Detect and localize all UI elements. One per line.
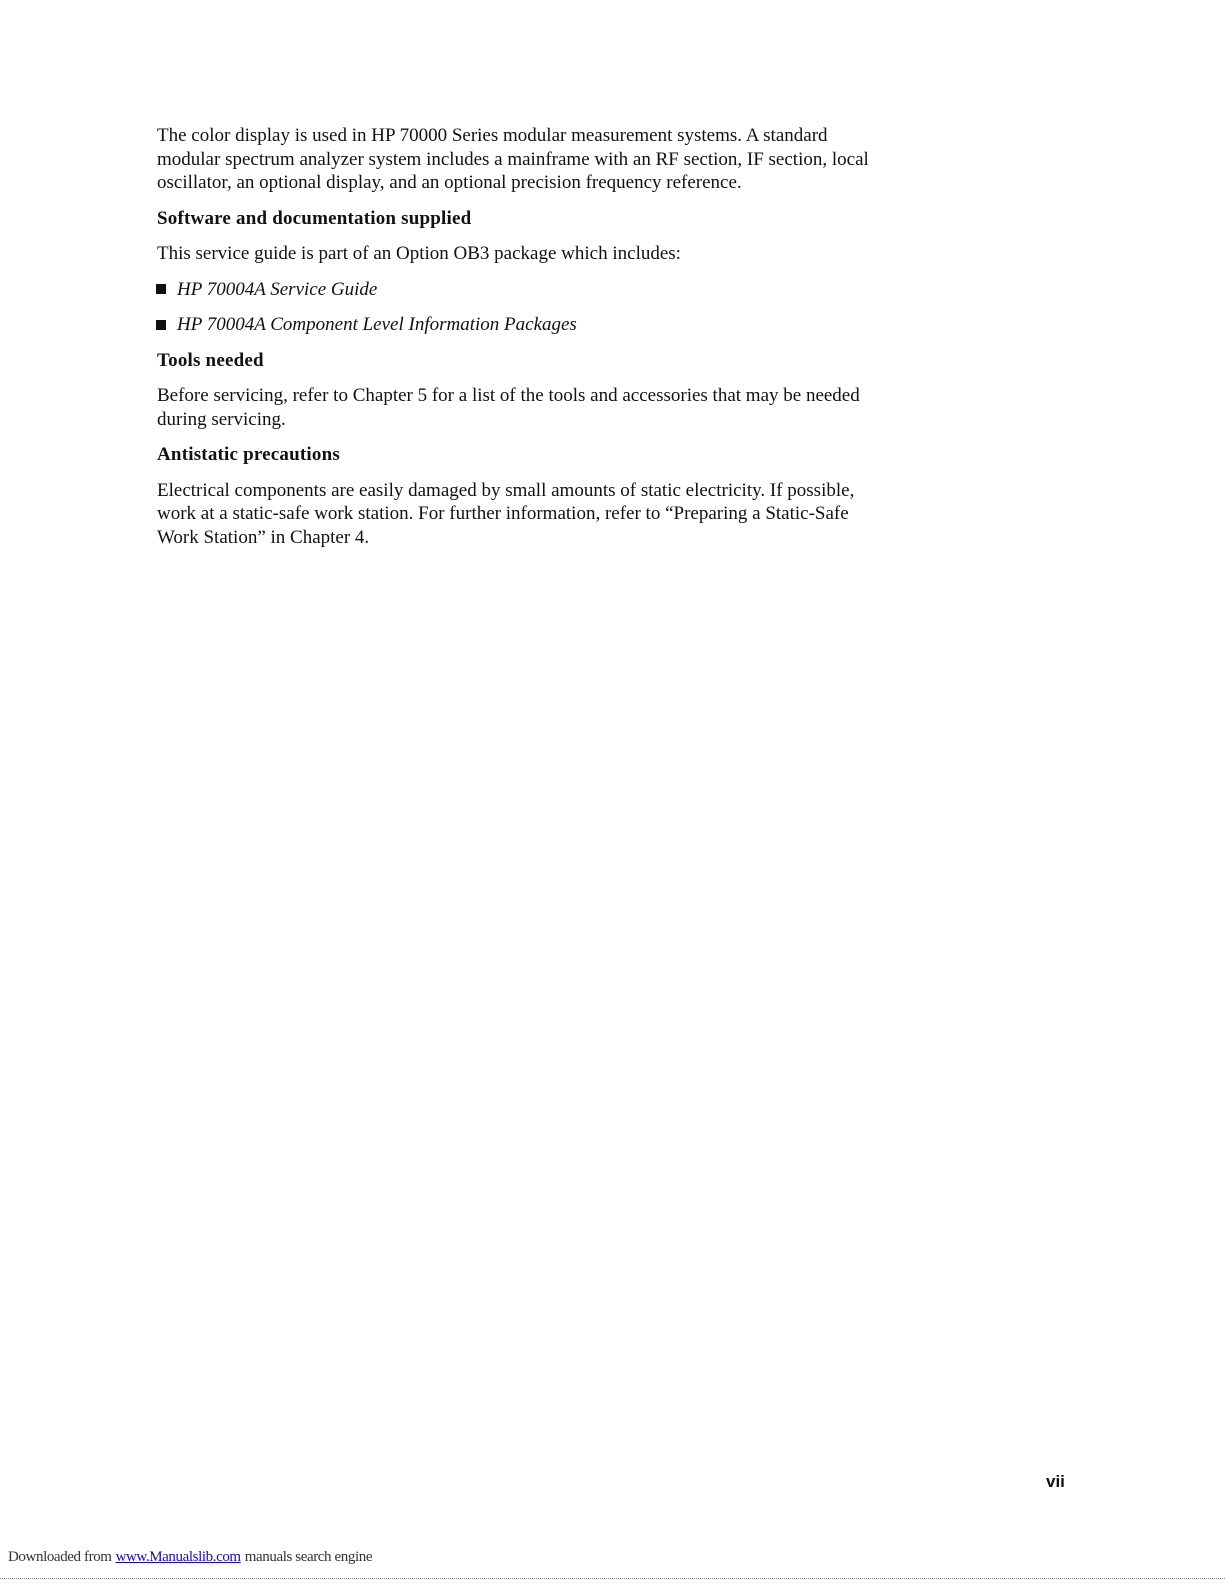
documentation-list [157,278,1047,337]
list-item [157,278,1047,302]
software-heading: Software and documentation supplied [157,207,472,229]
intro-line: The color display is used in HP 70000 Series modular measurement systems. A standard [157,125,828,146]
footer-suffix: manuals search engine [244,1549,373,1565]
intro-line: modular spectrum analyzer system includes a mainframe with an RF section, IF section, local [157,148,869,170]
list-item [157,313,1047,337]
antistatic-line: work at a static-safe work station. For further information, refer to “Preparing a Static-Safe [157,503,849,524]
antistatic-heading: Antistatic precautions [157,444,340,465]
antistatic-paragraph [157,479,1047,550]
download-footer [8,1549,372,1566]
intro-paragraph [157,124,1047,195]
list-item-text: HP 70004A Component Level Information Packages [177,314,577,335]
antistatic-line: Work Station” in Chapter 4. [157,526,370,548]
list-item-text: HP 70004A Service Guide [177,278,378,300]
tools-paragraph [157,384,1047,431]
tools-line: Before servicing, refer to Chapter 5 for a list of the tools and accessories that may be needed [157,385,860,406]
footer-divider [0,1578,1225,1579]
manualslib-link[interactable]: www.Manualslib.com [115,1549,241,1565]
square-bullet-icon [156,320,166,330]
page-number: vii [1046,1472,1065,1491]
antistatic-line: Electrical components are easily damaged by small amounts of static electricity. If possible, [157,479,855,501]
page-content [157,124,1047,561]
intro-line: oscillator, an optional display, and an optional precision frequency reference. [157,172,742,193]
square-bullet-icon [156,284,166,294]
footer-prefix: Downloaded from [8,1549,112,1565]
tools-heading: Tools needed [157,349,264,371]
tools-line: during servicing. [157,408,286,430]
software-paragraph: This service guide is part of an Option OB3 package which includes: [157,243,681,264]
